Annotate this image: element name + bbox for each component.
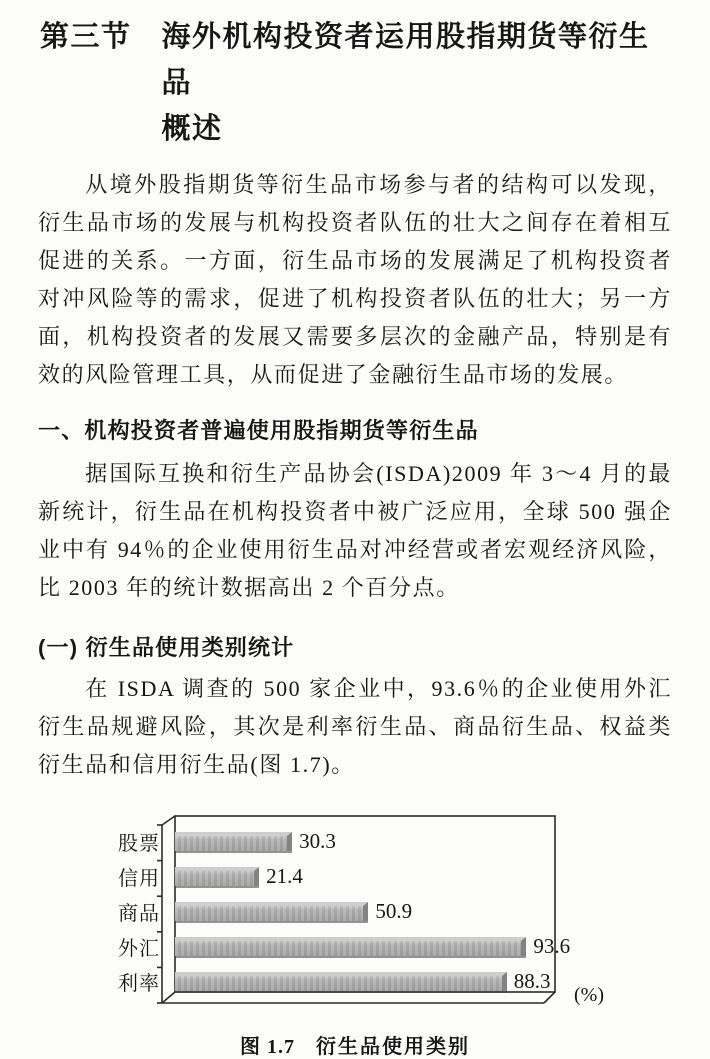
section-heading-1: 一、机构投资者普遍使用股指期货等衍生品	[38, 418, 479, 443]
chapter-number: 第三节	[40, 21, 132, 53]
chart-bar	[175, 972, 507, 991]
chapter-title-line2: 概述	[161, 113, 223, 145]
chart-corner-top-left	[162, 816, 175, 825]
chart-row	[118, 964, 575, 999]
category-label: 信用	[118, 868, 160, 890]
value-label: 30.3	[299, 829, 336, 853]
paragraph-usage-detail: 在 ISDA 调查的 500 家企业中，93.6％的企业使用外汇衍生品规避风险，其次是利率衍生品、商品衍生品、权益类衍生品和信用衍生品(图 1.7)。	[38, 676, 672, 777]
category-label: 股票	[118, 833, 160, 855]
chart-bar	[175, 937, 526, 956]
chart-row	[118, 859, 575, 894]
axis-unit-label: (%)	[574, 984, 604, 1006]
value-label: 93.6	[533, 934, 571, 958]
chart-plot-area	[118, 824, 575, 999]
category-label: 外汇	[118, 938, 160, 960]
figure-caption-number: 图 1.7	[240, 1036, 295, 1058]
chapter-title-line1: 海外机构投资者运用股指期货等衍生品	[161, 21, 650, 99]
figure-1-7	[38, 808, 672, 1059]
chart-row	[118, 824, 575, 859]
bar-chart	[115, 808, 645, 1010]
chart-bar	[175, 832, 292, 851]
value-label: 88.3	[513, 969, 551, 993]
chapter-title	[40, 14, 672, 152]
value-label: 50.9	[375, 899, 413, 923]
chapter-title-text	[162, 14, 672, 152]
figure-caption	[38, 1030, 672, 1059]
subsection-heading-usage-stats: (一) 衍生品使用类别统计	[38, 635, 295, 660]
value-label: 21.4	[266, 864, 303, 888]
chart-row	[118, 894, 575, 929]
chart-corner-bottom-left	[162, 992, 175, 1003]
category-label: 商品	[118, 903, 160, 925]
category-label: 利率	[118, 973, 160, 995]
figure-caption-text: 衍生品使用类别	[316, 1036, 470, 1058]
chart-row	[118, 929, 575, 964]
paragraph-isda-stats: 据国际互换和衍生产品协会(ISDA)2009 年 3～4 月的最新统计，衍生品在机构投资者中被广泛应用，全球 500 强企业中有 94％的企业使用衍生品对冲经营或者宏观经济风险，比 2003 年的统计数据高出 2 个百分点。	[38, 461, 672, 600]
paragraph-intro: 从境外股指期货等衍生品市场参与者的结构可以发现，衍生品市场的发展与机构投资者队伍的壮大之间存在着相互促进的关系。一方面，衍生品市场的发展满足了机构投资者对冲风险等的需求，促进了机构投资者队伍的壮大；另一方面，机构投资者的发展又需要多层次的金融产品，特别是有效的风险管理工具，从而促进了金融衍生品市场的发展。	[38, 172, 672, 387]
chart-bar	[175, 867, 259, 886]
chart-bar	[175, 902, 368, 921]
